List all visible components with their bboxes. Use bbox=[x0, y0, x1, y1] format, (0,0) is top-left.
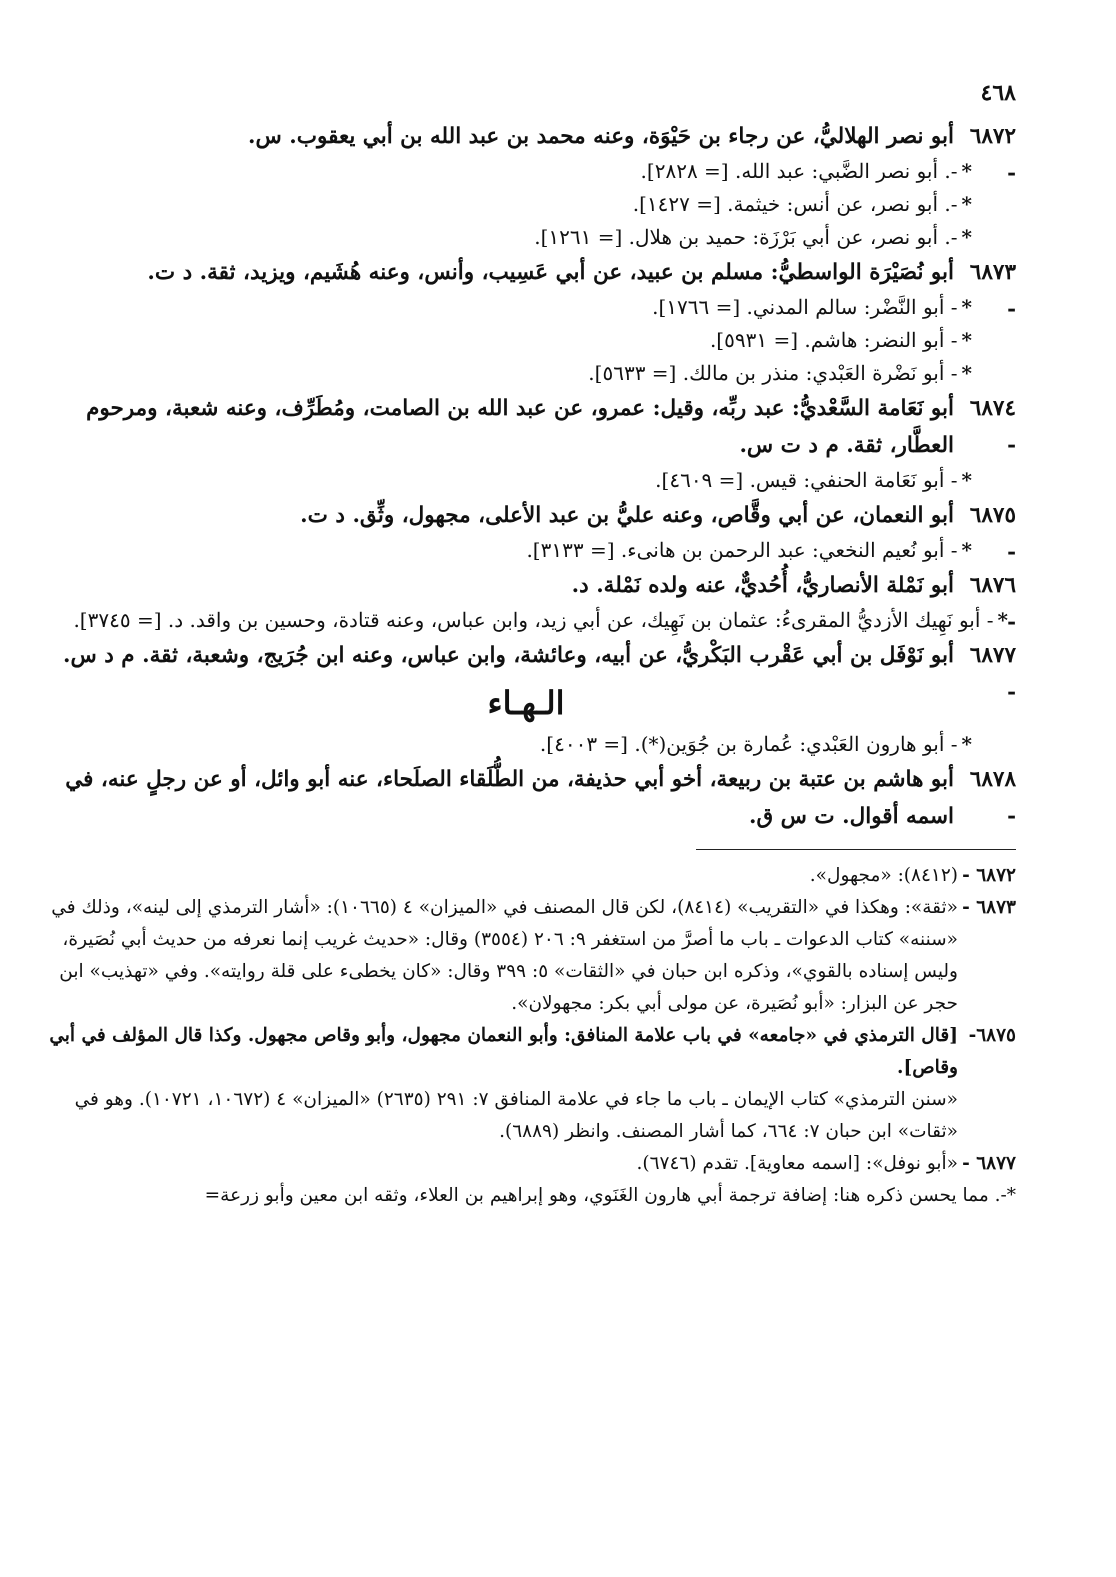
footnote-6877 bbox=[36, 1148, 1016, 1180]
cross-ref-text: - أبو نَعَامة الحنفي: قيس. [= ٤٦٠٩]. bbox=[655, 468, 958, 492]
footnote-text: «ثقة»: وهكذا في «التقريب» (٨٤١٤)، لكن قال المصنف في «الميزان» ٤ (١٠٦٦٥): «أشار الترمذي إلى لينه»، وذلك في «سننه» كتاب الدعوات ـ باب ما أصرَّ من استغفر ٩: ٢٠٦ (٣٥٥٤) وقال: «حديث غريب إنما نعرفه من حديث أبي نُصَيرة، وليس إسناده بالقوي»، وذكره ابن حبان في «الثقات» ٥: ٣٩٩ وقال: «كان يخطىء على قلة روايته». وفي «تهذيب» ابن حجر عن البزار: «أبو نُصَيرة، عن مولى أبي بكر: مجهولان». bbox=[51, 897, 958, 1014]
cross-ref bbox=[36, 324, 1016, 357]
cross-ref bbox=[36, 221, 1016, 254]
entry-text: أبو نَعَامة السَّعْديُّ: عبد ربِّه، وقيل: عمرو، عن عبد الله بن الصامت، ومُطَرِّف، وعنه شعبة، ومرحوم العطَّار، ثقة. م د ت س. bbox=[86, 396, 954, 458]
entry-6874 bbox=[36, 390, 1016, 464]
document-page bbox=[36, 70, 1016, 1212]
entry-number: ٦٨٧٨ - bbox=[969, 767, 1016, 829]
cross-ref bbox=[36, 357, 1016, 390]
cross-ref-text: - أبو نَهِيك الأزديُّ المقرىءُ: عثمان بن نَهِيك، عن أبي زيد، وابن عباس، وعنه قتادة، وحسين بن واقد. د. [= ٣٧٤٥]. bbox=[73, 608, 994, 632]
entry-number: ٦٨٧٣ - bbox=[969, 260, 1016, 322]
cross-ref-text: - أبو نَضْرة العَبْدي: منذر بن مالك. [= ٥٦٣٣]. bbox=[588, 361, 958, 385]
footnote-6875-continued: «سنن الترمذي» كتاب الإيمان ـ باب ما جاء في علامة المنافق ٧: ٢٩١ (٢٦٣٥) «الميزان» ٤ (١٠٦٧٢، ١٠٧٢١). وهو في «ثقات» ابن حبان ٧: ٦٦٤، كما أشار المصنف. وانظر (٦٨٨٩). bbox=[74, 1089, 958, 1142]
asterisk-icon: * bbox=[961, 295, 972, 319]
entry-text: أبو نُصَيْرَة الواسطيُّ: مسلم بن عبيد، عن أبي عَسِيب، وأنس، وعنه هُشَيم، ويزيد، ثقة. د ت. bbox=[147, 260, 954, 285]
asterisk-icon: * bbox=[961, 159, 972, 183]
asterisk-icon: * bbox=[997, 608, 1008, 632]
entry-text: أبو نصر الهلاليُّ، عن رجاء بن حَيْوَة، وعنه محمد بن عبد الله بن أبي يعقوب. س. bbox=[248, 124, 954, 149]
entry-text: أبو نَمْلة الأنصاريُّ، أُحُديٌّ، عنه ولده نَمْلة. د. bbox=[571, 573, 954, 598]
footnote-number: ٦٨٧٧ - bbox=[962, 1153, 1016, 1174]
footnote-text: «أبو نوفل»: [اسمه معاوية]. تقدم (٦٧٤٦). bbox=[636, 1153, 958, 1174]
footnote-text: (٨٤١٢): «مجهول». bbox=[809, 865, 958, 886]
cross-ref bbox=[36, 728, 1016, 761]
asterisk-icon: * bbox=[961, 192, 972, 216]
cross-ref-text: - أبو نُعيم النخعي: عبد الرحمن بن هانىء. [= ٣١٣٣]. bbox=[526, 538, 958, 562]
footnote-number: ٦٨٧٣ - bbox=[962, 897, 1016, 918]
footnote-6872 bbox=[36, 860, 1016, 892]
cross-ref bbox=[36, 155, 1016, 188]
asterisk-icon: * bbox=[961, 538, 972, 562]
footnote-6873 bbox=[36, 892, 1016, 1020]
entry-number: ٦٨٧٧ - bbox=[969, 643, 1016, 705]
cross-ref bbox=[36, 291, 1016, 324]
footnote-text: -. مما يحسن ذكره هنا: إضافة ترجمة أبي هارون الغَنَوي، وهو إبراهيم بن العلاء، وثقه ابن معين وأبو زرعة= bbox=[204, 1185, 1007, 1206]
cross-ref-text: - أبو النضر: هاشم. [= ٥٩٣١]. bbox=[709, 328, 958, 352]
asterisk-icon: * bbox=[961, 361, 972, 385]
entry-6878 bbox=[36, 761, 1016, 835]
cross-ref-text: - أبو هارون العَبْدي: عُمارة بن جُوَين(*). [= ٤٠٠٣]. bbox=[539, 732, 958, 756]
cross-ref-text: -. أبو نصر، عن أنس: خيثمة. [= ١٤٢٧]. bbox=[632, 192, 958, 216]
asterisk-icon: * bbox=[1006, 1185, 1016, 1206]
entry-number: ٦٨٧٥ - bbox=[969, 503, 1016, 565]
cross-ref-text: - أبو النَّضْر: سالم المدني. [= ١٧٦٦]. bbox=[652, 295, 958, 319]
asterisk-icon: * bbox=[961, 732, 972, 756]
asterisk-icon: * bbox=[961, 328, 972, 352]
page-number: ٤٦٨ bbox=[980, 80, 1016, 106]
footnote-divider bbox=[696, 849, 1016, 850]
footnote-star bbox=[36, 1180, 1016, 1212]
cross-ref-text: -. أبو نصر، عن أبي بَرْزَة: حميد بن هلال. [= ١٢٦١]. bbox=[534, 225, 958, 249]
cross-ref-text: -. أبو نصر الضَّبي: عبد الله. [= ٢٨٢٨]. bbox=[640, 159, 958, 183]
asterisk-icon: * bbox=[961, 468, 972, 492]
cross-ref bbox=[36, 534, 1016, 567]
entry-number: ٦٨٧٦ - bbox=[969, 573, 1016, 635]
entry-text: أبو هاشم بن عتبة بن ربيعة، أخو أبي حذيفة، من الطُّلَقاء الصلَحاء، عنه أبو وائل، أو عن رجلٍ عنه، في اسمه أقوال. ت س ق. bbox=[65, 767, 954, 829]
entry-text: أبو نَوْفَل بن أبي عَقْرب البَكْريُّ، عن أبيه، وعائشة، وابن عباس، وعنه ابن جُرَيج، وشعبة، ثقة. م د س. bbox=[63, 643, 954, 668]
cross-ref bbox=[36, 464, 1016, 497]
entry-number: ٦٨٧٤ - bbox=[969, 396, 1016, 458]
section-title: الـهـاء bbox=[487, 684, 565, 722]
footnote-number: ٦٨٧٥- bbox=[968, 1025, 1016, 1046]
asterisk-icon: * bbox=[961, 225, 972, 249]
footnote-text: [قال الترمذي في «جامعه» في باب علامة المنافق: وأبو النعمان مجهول، وأبو وقاص مجهول. وكذا قال المؤلف في أبي وقاص]. bbox=[49, 1025, 958, 1078]
entry-number: ٦٨٧٢ - bbox=[969, 124, 1016, 186]
entry-text: أبو النعمان، عن أبي وقَّاص، وعنه عليُّ بن عبد الأعلى، مجهول، وثِّق. د ت. bbox=[300, 503, 954, 528]
footnote-6875 bbox=[36, 1020, 1016, 1084]
cross-ref bbox=[36, 188, 1016, 221]
footnote-number: ٦٨٧٢ - bbox=[962, 865, 1016, 886]
cross-ref bbox=[36, 604, 1016, 637]
